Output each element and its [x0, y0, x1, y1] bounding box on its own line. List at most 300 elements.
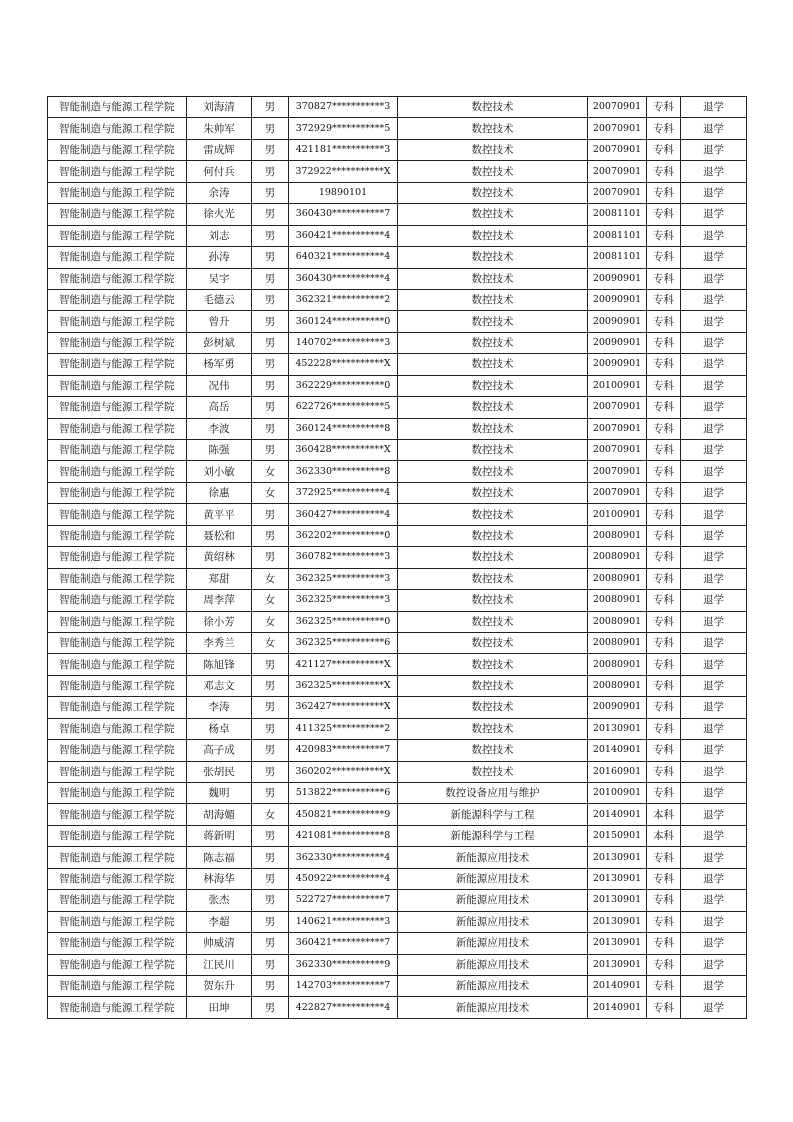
gender-cell: 男: [252, 868, 289, 889]
table-row: [48, 332, 747, 353]
table-row: [48, 440, 747, 461]
enroll-date-cell: 20070901: [588, 97, 647, 118]
gender-cell: 男: [252, 225, 289, 246]
enroll-date-cell: 20130901: [588, 868, 647, 889]
major-cell: 数控技术: [398, 397, 588, 418]
level-cell: 专科: [647, 161, 681, 182]
gender-cell: 男: [252, 740, 289, 761]
gender-cell: 男: [252, 139, 289, 160]
enroll-date-cell: 20090901: [588, 289, 647, 310]
name-cell: 李波: [187, 418, 252, 439]
level-cell: 专科: [647, 204, 681, 225]
gender-cell: 男: [252, 718, 289, 739]
college-cell: 智能制造与能源工程学院: [48, 954, 187, 975]
enroll-date-cell: 20070901: [588, 482, 647, 503]
id-number-cell: 452228***********X: [289, 354, 398, 375]
id-number-cell: 360124***********0: [289, 311, 398, 332]
college-cell: 智能制造与能源工程学院: [48, 461, 187, 482]
major-cell: 数控技术: [398, 654, 588, 675]
enroll-date-cell: 20130901: [588, 890, 647, 911]
status-cell: 退学: [681, 911, 747, 932]
id-number-cell: 362330***********4: [289, 847, 398, 868]
status-cell: 退学: [681, 482, 747, 503]
college-cell: 智能制造与能源工程学院: [48, 568, 187, 589]
id-number-cell: 421127***********X: [289, 654, 398, 675]
major-cell: 数控技术: [398, 204, 588, 225]
major-cell: 数控技术: [398, 247, 588, 268]
status-cell: 退学: [681, 440, 747, 461]
level-cell: 专科: [647, 182, 681, 203]
enroll-date-cell: 20070901: [588, 118, 647, 139]
major-cell: 数控技术: [398, 547, 588, 568]
major-cell: 新能源科学与工程: [398, 804, 588, 825]
college-cell: 智能制造与能源工程学院: [48, 975, 187, 996]
table-row: [48, 590, 747, 611]
level-cell: 专科: [647, 268, 681, 289]
level-cell: 专科: [647, 911, 681, 932]
status-cell: 退学: [681, 761, 747, 782]
name-cell: 邓志文: [187, 675, 252, 696]
enroll-date-cell: 20070901: [588, 182, 647, 203]
enroll-date-cell: 20081101: [588, 247, 647, 268]
name-cell: 李超: [187, 911, 252, 932]
id-number-cell: 421081***********8: [289, 825, 398, 846]
enroll-date-cell: 20090901: [588, 268, 647, 289]
status-cell: 退学: [681, 504, 747, 525]
college-cell: 智能制造与能源工程学院: [48, 311, 187, 332]
table-row: [48, 611, 747, 632]
table-row: [48, 461, 747, 482]
gender-cell: 男: [252, 375, 289, 396]
status-cell: 退学: [681, 354, 747, 375]
gender-cell: 男: [252, 440, 289, 461]
table-row: [48, 204, 747, 225]
enroll-date-cell: 20080901: [588, 632, 647, 653]
table-row: [48, 397, 747, 418]
name-cell: 孙涛: [187, 247, 252, 268]
enroll-date-cell: 20070901: [588, 397, 647, 418]
name-cell: 徐惠: [187, 482, 252, 503]
enroll-date-cell: 20150901: [588, 825, 647, 846]
table-row: [48, 740, 747, 761]
gender-cell: 男: [252, 825, 289, 846]
status-cell: 退学: [681, 461, 747, 482]
college-cell: 智能制造与能源工程学院: [48, 654, 187, 675]
status-cell: 退学: [681, 954, 747, 975]
level-cell: 专科: [647, 975, 681, 996]
table-row: [48, 182, 747, 203]
gender-cell: 男: [252, 118, 289, 139]
level-cell: 专科: [647, 847, 681, 868]
name-cell: 何付兵: [187, 161, 252, 182]
name-cell: 黄平平: [187, 504, 252, 525]
status-cell: 退学: [681, 375, 747, 396]
table-row: [48, 375, 747, 396]
level-cell: 本科: [647, 804, 681, 825]
status-cell: 退学: [681, 611, 747, 632]
table-row: [48, 547, 747, 568]
level-cell: 专科: [647, 289, 681, 310]
level-cell: 专科: [647, 697, 681, 718]
enroll-date-cell: 20130901: [588, 847, 647, 868]
college-cell: 智能制造与能源工程学院: [48, 890, 187, 911]
college-cell: 智能制造与能源工程学院: [48, 611, 187, 632]
major-cell: 数控技术: [398, 161, 588, 182]
name-cell: 徐火光: [187, 204, 252, 225]
level-cell: 专科: [647, 675, 681, 696]
enroll-date-cell: 20130901: [588, 911, 647, 932]
college-cell: 智能制造与能源工程学院: [48, 118, 187, 139]
major-cell: 数控技术: [398, 675, 588, 696]
gender-cell: 男: [252, 182, 289, 203]
college-cell: 智能制造与能源工程学院: [48, 504, 187, 525]
id-number-cell: 362330***********8: [289, 461, 398, 482]
major-cell: 数控技术: [398, 761, 588, 782]
level-cell: 专科: [647, 547, 681, 568]
enroll-date-cell: 20070901: [588, 440, 647, 461]
id-number-cell: 360430***********7: [289, 204, 398, 225]
table-row: [48, 975, 747, 996]
status-cell: 退学: [681, 118, 747, 139]
status-cell: 退学: [681, 632, 747, 653]
college-cell: 智能制造与能源工程学院: [48, 911, 187, 932]
name-cell: 张胡民: [187, 761, 252, 782]
name-cell: 毛德云: [187, 289, 252, 310]
name-cell: 郑甜: [187, 568, 252, 589]
enroll-date-cell: 20140901: [588, 997, 647, 1018]
id-number-cell: 362325***********3: [289, 590, 398, 611]
name-cell: 彭树斌: [187, 332, 252, 353]
name-cell: 高子成: [187, 740, 252, 761]
id-number-cell: 360202***********X: [289, 761, 398, 782]
table-row: [48, 225, 747, 246]
status-cell: 退学: [681, 418, 747, 439]
major-cell: 数控技术: [398, 611, 588, 632]
major-cell: 数控技术: [398, 440, 588, 461]
id-number-cell: 513822***********6: [289, 783, 398, 804]
college-cell: 智能制造与能源工程学院: [48, 933, 187, 954]
id-number-cell: 140621***********3: [289, 911, 398, 932]
gender-cell: 男: [252, 311, 289, 332]
gender-cell: 男: [252, 161, 289, 182]
id-number-cell: 362321***********2: [289, 289, 398, 310]
name-cell: 刘海清: [187, 97, 252, 118]
name-cell: 陈强: [187, 440, 252, 461]
name-cell: 张杰: [187, 890, 252, 911]
major-cell: 数控技术: [398, 268, 588, 289]
gender-cell: 男: [252, 204, 289, 225]
name-cell: 李涛: [187, 697, 252, 718]
name-cell: 曾升: [187, 311, 252, 332]
id-number-cell: 360428***********X: [289, 440, 398, 461]
status-cell: 退学: [681, 590, 747, 611]
id-number-cell: 362325***********6: [289, 632, 398, 653]
table-row: [48, 654, 747, 675]
id-number-cell: 360124***********8: [289, 418, 398, 439]
college-cell: 智能制造与能源工程学院: [48, 247, 187, 268]
major-cell: 数控技术: [398, 504, 588, 525]
major-cell: 新能源应用技术: [398, 975, 588, 996]
gender-cell: 男: [252, 504, 289, 525]
major-cell: 数控技术: [398, 482, 588, 503]
college-cell: 智能制造与能源工程学院: [48, 761, 187, 782]
enroll-date-cell: 20080901: [588, 611, 647, 632]
college-cell: 智能制造与能源工程学院: [48, 354, 187, 375]
college-cell: 智能制造与能源工程学院: [48, 397, 187, 418]
level-cell: 专科: [647, 375, 681, 396]
id-number-cell: 362325***********3: [289, 568, 398, 589]
level-cell: 专科: [647, 118, 681, 139]
name-cell: 李秀兰: [187, 632, 252, 653]
status-cell: 退学: [681, 847, 747, 868]
table-row: [48, 161, 747, 182]
table-row: [48, 504, 747, 525]
gender-cell: 女: [252, 482, 289, 503]
table-row: [48, 289, 747, 310]
table-row: [48, 482, 747, 503]
level-cell: 专科: [647, 568, 681, 589]
level-cell: 专科: [647, 890, 681, 911]
gender-cell: 男: [252, 975, 289, 996]
name-cell: 周李萍: [187, 590, 252, 611]
name-cell: 黄绍林: [187, 547, 252, 568]
table-row: [48, 118, 747, 139]
college-cell: 智能制造与能源工程学院: [48, 697, 187, 718]
name-cell: 蒋新明: [187, 825, 252, 846]
gender-cell: 男: [252, 289, 289, 310]
major-cell: 数控技术: [398, 632, 588, 653]
table-row: [48, 825, 747, 846]
gender-cell: 男: [252, 697, 289, 718]
college-cell: 智能制造与能源工程学院: [48, 783, 187, 804]
level-cell: 专科: [647, 397, 681, 418]
level-cell: 专科: [647, 954, 681, 975]
id-number-cell: 360430***********4: [289, 268, 398, 289]
name-cell: 杨军勇: [187, 354, 252, 375]
name-cell: 田坤: [187, 997, 252, 1018]
major-cell: 数控技术: [398, 354, 588, 375]
major-cell: 数控技术: [398, 97, 588, 118]
table-row: [48, 783, 747, 804]
table-row: [48, 675, 747, 696]
level-cell: 专科: [647, 632, 681, 653]
status-cell: 退学: [681, 740, 747, 761]
level-cell: 专科: [647, 311, 681, 332]
level-cell: 专科: [647, 590, 681, 611]
enroll-date-cell: 20140901: [588, 975, 647, 996]
major-cell: 数控技术: [398, 375, 588, 396]
gender-cell: 女: [252, 461, 289, 482]
status-cell: 退学: [681, 568, 747, 589]
table-row: [48, 847, 747, 868]
name-cell: 胡海媚: [187, 804, 252, 825]
gender-cell: 男: [252, 933, 289, 954]
table-row: [48, 632, 747, 653]
college-cell: 智能制造与能源工程学院: [48, 718, 187, 739]
level-cell: 专科: [647, 247, 681, 268]
level-cell: 专科: [647, 461, 681, 482]
name-cell: 贺东升: [187, 975, 252, 996]
id-number-cell: 19890101: [289, 182, 398, 203]
table-row: [48, 804, 747, 825]
name-cell: 朱帅军: [187, 118, 252, 139]
withdrawal-table: [47, 96, 747, 1019]
status-cell: 退学: [681, 675, 747, 696]
college-cell: 智能制造与能源工程学院: [48, 332, 187, 353]
college-cell: 智能制造与能源工程学院: [48, 547, 187, 568]
enroll-date-cell: 20080901: [588, 675, 647, 696]
table-row: [48, 139, 747, 160]
enroll-date-cell: 20080901: [588, 547, 647, 568]
enroll-date-cell: 20140901: [588, 740, 647, 761]
gender-cell: 女: [252, 568, 289, 589]
table-row: [48, 868, 747, 889]
status-cell: 退学: [681, 139, 747, 160]
gender-cell: 男: [252, 847, 289, 868]
level-cell: 专科: [647, 718, 681, 739]
major-cell: 数控技术: [398, 568, 588, 589]
level-cell: 专科: [647, 611, 681, 632]
table-body: [48, 97, 747, 1019]
name-cell: 林海华: [187, 868, 252, 889]
id-number-cell: 411325***********2: [289, 718, 398, 739]
major-cell: 数控技术: [398, 697, 588, 718]
gender-cell: 男: [252, 354, 289, 375]
status-cell: 退学: [681, 783, 747, 804]
id-number-cell: 362325***********0: [289, 611, 398, 632]
college-cell: 智能制造与能源工程学院: [48, 590, 187, 611]
student-record-sheet: [47, 96, 747, 1019]
major-cell: 新能源应用技术: [398, 954, 588, 975]
id-number-cell: 421181***********3: [289, 139, 398, 160]
gender-cell: 男: [252, 654, 289, 675]
id-number-cell: 362229***********0: [289, 375, 398, 396]
name-cell: 魏明: [187, 783, 252, 804]
name-cell: 刘小敏: [187, 461, 252, 482]
enroll-date-cell: 20100901: [588, 504, 647, 525]
status-cell: 退学: [681, 311, 747, 332]
id-number-cell: 360421***********7: [289, 933, 398, 954]
status-cell: 退学: [681, 868, 747, 889]
enroll-date-cell: 20070901: [588, 418, 647, 439]
name-cell: 吴宇: [187, 268, 252, 289]
id-number-cell: 360427***********4: [289, 504, 398, 525]
college-cell: 智能制造与能源工程学院: [48, 825, 187, 846]
enroll-date-cell: 20070901: [588, 161, 647, 182]
enroll-date-cell: 20070901: [588, 461, 647, 482]
gender-cell: 女: [252, 804, 289, 825]
major-cell: 数控技术: [398, 118, 588, 139]
status-cell: 退学: [681, 204, 747, 225]
level-cell: 专科: [647, 139, 681, 160]
college-cell: 智能制造与能源工程学院: [48, 525, 187, 546]
level-cell: 专科: [647, 332, 681, 353]
college-cell: 智能制造与能源工程学院: [48, 868, 187, 889]
status-cell: 退学: [681, 397, 747, 418]
gender-cell: 男: [252, 332, 289, 353]
status-cell: 退学: [681, 247, 747, 268]
id-number-cell: 422827***********4: [289, 997, 398, 1018]
enroll-date-cell: 20090901: [588, 332, 647, 353]
major-cell: 新能源应用技术: [398, 911, 588, 932]
college-cell: 智能制造与能源工程学院: [48, 440, 187, 461]
level-cell: 专科: [647, 97, 681, 118]
gender-cell: 男: [252, 268, 289, 289]
gender-cell: 男: [252, 675, 289, 696]
enroll-date-cell: 20160901: [588, 761, 647, 782]
status-cell: 退学: [681, 654, 747, 675]
major-cell: 数控技术: [398, 590, 588, 611]
major-cell: 数控技术: [398, 225, 588, 246]
status-cell: 退学: [681, 161, 747, 182]
level-cell: 专科: [647, 504, 681, 525]
status-cell: 退学: [681, 697, 747, 718]
college-cell: 智能制造与能源工程学院: [48, 268, 187, 289]
enroll-date-cell: 20090901: [588, 354, 647, 375]
college-cell: 智能制造与能源工程学院: [48, 375, 187, 396]
status-cell: 退学: [681, 718, 747, 739]
name-cell: 陈旭锋: [187, 654, 252, 675]
college-cell: 智能制造与能源工程学院: [48, 675, 187, 696]
table-row: [48, 311, 747, 332]
college-cell: 智能制造与能源工程学院: [48, 225, 187, 246]
status-cell: 退学: [681, 268, 747, 289]
table-row: [48, 911, 747, 932]
gender-cell: 男: [252, 890, 289, 911]
status-cell: 退学: [681, 804, 747, 825]
gender-cell: 男: [252, 761, 289, 782]
major-cell: 新能源科学与工程: [398, 825, 588, 846]
gender-cell: 女: [252, 632, 289, 653]
major-cell: 数控技术: [398, 461, 588, 482]
table-row: [48, 568, 747, 589]
id-number-cell: 362330***********9: [289, 954, 398, 975]
name-cell: 徐小芳: [187, 611, 252, 632]
major-cell: 数控技术: [398, 740, 588, 761]
major-cell: 新能源应用技术: [398, 933, 588, 954]
gender-cell: 男: [252, 997, 289, 1018]
enroll-date-cell: 20130901: [588, 718, 647, 739]
enroll-date-cell: 20130901: [588, 933, 647, 954]
level-cell: 专科: [647, 418, 681, 439]
table-row: [48, 890, 747, 911]
name-cell: 杨卓: [187, 718, 252, 739]
gender-cell: 男: [252, 954, 289, 975]
enroll-date-cell: 20100901: [588, 783, 647, 804]
id-number-cell: 360782***********3: [289, 547, 398, 568]
id-number-cell: 372925***********4: [289, 482, 398, 503]
level-cell: 专科: [647, 440, 681, 461]
id-number-cell: 450922***********4: [289, 868, 398, 889]
college-cell: 智能制造与能源工程学院: [48, 482, 187, 503]
level-cell: 专科: [647, 354, 681, 375]
college-cell: 智能制造与能源工程学院: [48, 847, 187, 868]
level-cell: 专科: [647, 933, 681, 954]
id-number-cell: 360421***********4: [289, 225, 398, 246]
major-cell: 数控设备应用与维护: [398, 783, 588, 804]
name-cell: 刘志: [187, 225, 252, 246]
major-cell: 数控技术: [398, 525, 588, 546]
id-number-cell: 370827***********3: [289, 97, 398, 118]
college-cell: 智能制造与能源工程学院: [48, 740, 187, 761]
gender-cell: 男: [252, 525, 289, 546]
enroll-date-cell: 20090901: [588, 697, 647, 718]
status-cell: 退学: [681, 825, 747, 846]
gender-cell: 男: [252, 397, 289, 418]
table-row: [48, 97, 747, 118]
enroll-date-cell: 20081101: [588, 225, 647, 246]
enroll-date-cell: 20070901: [588, 139, 647, 160]
